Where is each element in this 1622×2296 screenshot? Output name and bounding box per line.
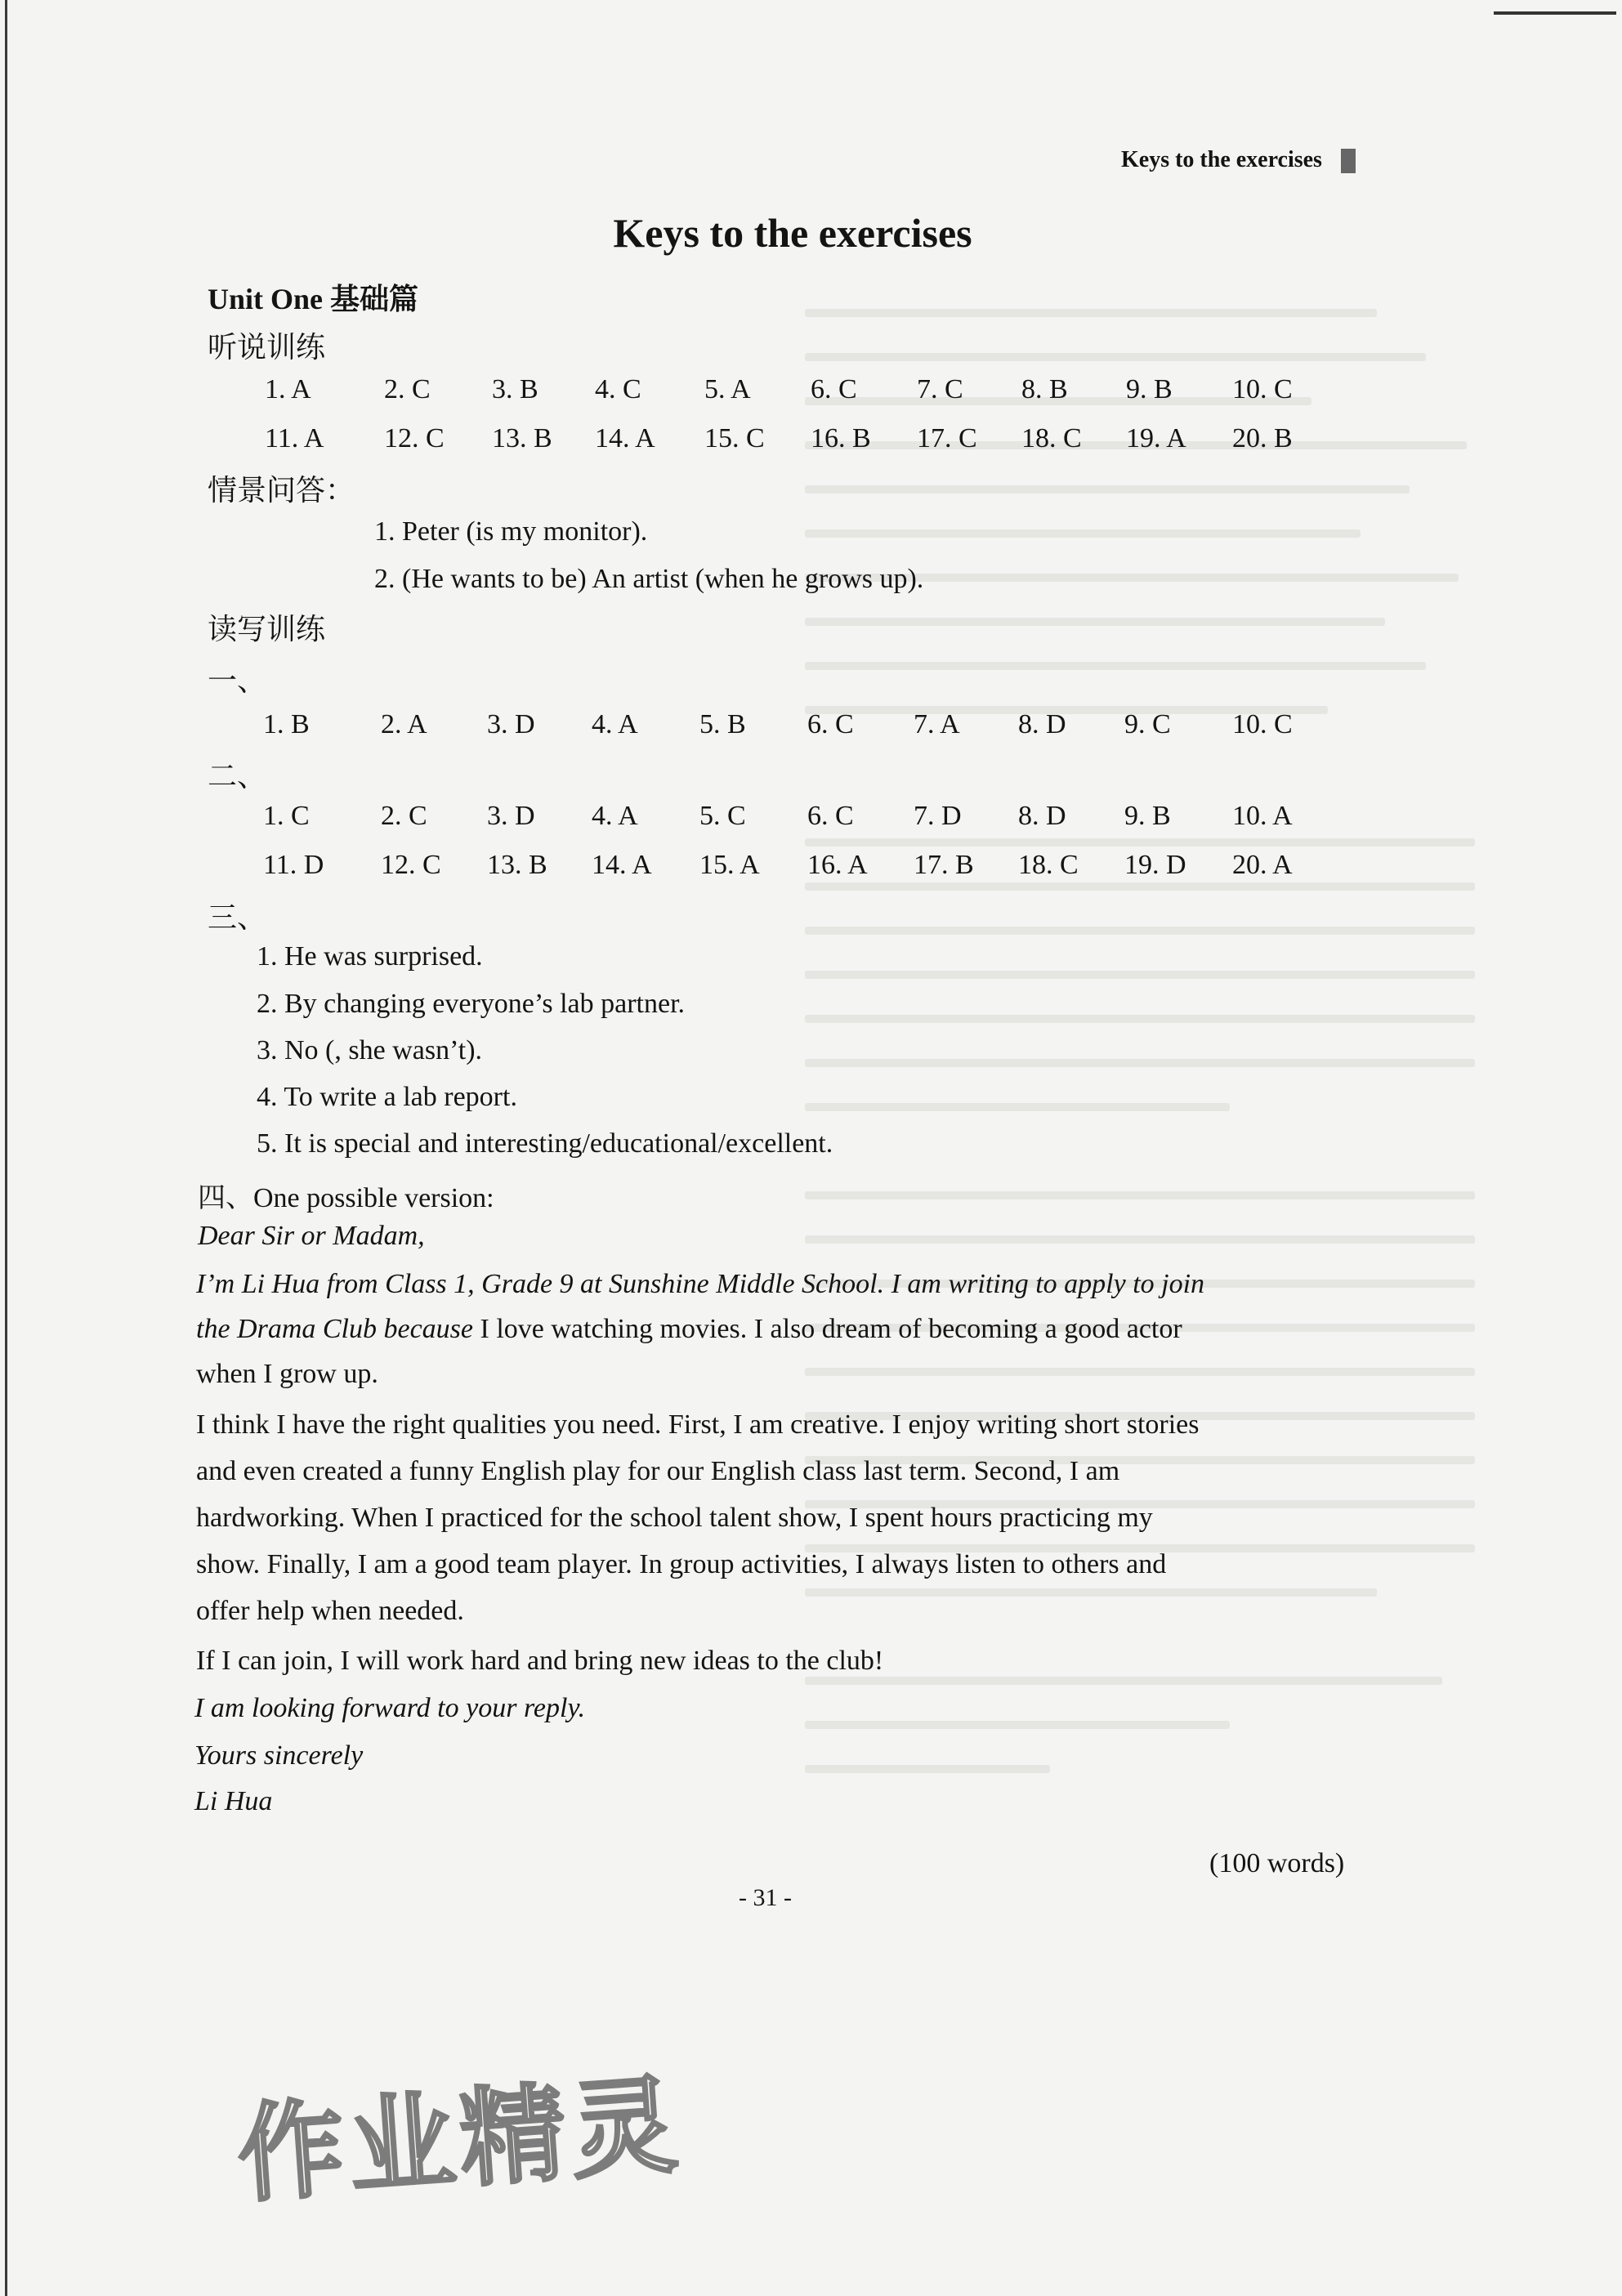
- part-4-label: 四、One possible version:: [198, 1183, 494, 1213]
- answer-item: 13. B: [492, 423, 552, 453]
- answer-item: 14. A: [592, 850, 652, 880]
- listening-heading: 听说训练: [208, 331, 326, 364]
- answer-item: 3. D: [487, 709, 535, 739]
- part-3-answer: 4. To write a lab report.: [257, 1082, 517, 1112]
- answer-item: 2. C: [381, 801, 427, 831]
- answer-item: 19. A: [1126, 423, 1186, 453]
- letter-paragraph-1-line-3: when I grow up.: [196, 1359, 378, 1389]
- letter-sign-off: Yours sincerely: [194, 1740, 364, 1771]
- answer-item: 6. C: [807, 709, 854, 739]
- answer-item: 18. C: [1021, 423, 1082, 453]
- answer-item: 3. B: [492, 374, 538, 404]
- answer-item: 4. A: [592, 709, 638, 739]
- answer-item: 5. C: [699, 801, 746, 831]
- letter-paragraph-1-line-2: [196, 1314, 1182, 1345]
- answer-item: 7. C: [917, 374, 963, 404]
- answer-item: 10. C: [1232, 374, 1293, 404]
- answer-item: 2. A: [381, 709, 427, 739]
- letter-paragraph-2-line: offer help when needed.: [196, 1596, 464, 1626]
- part-3-answer: 2. By changing everyone’s lab partner.: [257, 989, 686, 1019]
- letter-paragraph-3: If I can join, I will work hard and bring new ideas to the club!: [196, 1646, 884, 1676]
- answer-item: 17. B: [914, 850, 974, 880]
- letter-paragraph-2-line: and even created a funny English play for our English class last term. Second, I am: [196, 1456, 1120, 1486]
- answer-item: 14. A: [595, 423, 655, 453]
- situational-answer: 1. Peter (is my monitor).: [374, 516, 648, 547]
- answer-item: 1. B: [263, 709, 310, 739]
- letter-closing: I am looking forward to your reply.: [194, 1693, 586, 1723]
- letter-paragraph-1-line-1: I’m Li Hua from Class 1, Grade 9 at Sunshine Middle School. I am writing to apply to join: [196, 1269, 1205, 1299]
- answer-item: 19. D: [1124, 850, 1186, 880]
- answer-item: 11. D: [263, 850, 324, 880]
- answer-item: 16. A: [807, 850, 868, 880]
- answer-item: 7. A: [914, 709, 960, 739]
- letter-salutation: Dear Sir or Madam,: [198, 1221, 425, 1251]
- letter-paragraph-2-line: hardworking. When I practiced for the school talent show, I spent hours practicing my: [196, 1503, 1153, 1533]
- header-marker: [1341, 149, 1356, 173]
- part-3-label: 三、: [208, 901, 267, 934]
- part-1-label: 一、: [208, 664, 267, 697]
- answer-item: 6. C: [807, 801, 854, 831]
- answer-item: 11. A: [265, 423, 324, 453]
- part-3-answer: 3. No (, she wasn’t).: [257, 1035, 483, 1065]
- answer-item: 12. C: [381, 850, 441, 880]
- answer-item: 9. B: [1126, 374, 1173, 404]
- watermark-logo: 作业精灵: [234, 2062, 686, 2218]
- letter-paragraph-2-line: I think I have the right qualities you need. First, I am creative. I enjoy writing short stories: [196, 1409, 1200, 1440]
- letter-signature: Li Hua: [194, 1786, 273, 1816]
- page-number: - 31 -: [739, 1884, 792, 1911]
- answer-item: 4. A: [592, 801, 638, 831]
- top-rule: [1494, 11, 1616, 15]
- answer-item: 15. A: [699, 850, 760, 880]
- listening-row-2: [0, 423, 1622, 464]
- letter-paragraph-2-line: show. Finally, I am a good team player. In group activities, I always listen to others and: [196, 1549, 1167, 1579]
- answer-item: 12. C: [384, 423, 445, 453]
- answer-item: 9. C: [1124, 709, 1171, 739]
- word-count: (100 words): [1209, 1848, 1345, 1878]
- answer-item: 6. C: [811, 374, 857, 404]
- answer-item: 17. C: [917, 423, 977, 453]
- answer-item: 16. B: [811, 423, 871, 453]
- unit-heading: Unit One 基础篇: [208, 283, 419, 315]
- answer-item: 2. C: [384, 374, 431, 404]
- answer-item: 13. B: [487, 850, 547, 880]
- situational-answer: 2. (He wants to be) An artist (when he grows up).: [374, 564, 924, 594]
- answer-item: 15. C: [704, 423, 765, 453]
- reading-heading: 读写训练: [208, 613, 326, 645]
- answer-item: 20. A: [1232, 850, 1293, 880]
- part-3-answer: 1. He was surprised.: [257, 941, 483, 972]
- answer-item: 1. A: [265, 374, 311, 404]
- answer-item: 5. B: [699, 709, 746, 739]
- answer-item: 20. B: [1232, 423, 1293, 453]
- answer-item: 9. B: [1124, 801, 1171, 831]
- situational-heading: 情景问答：: [208, 474, 355, 507]
- part-1-row: [0, 709, 1622, 750]
- part-2-row-2: [0, 850, 1622, 891]
- page-edge: [5, 0, 7, 2296]
- answer-item: 18. C: [1018, 850, 1079, 880]
- answer-item: 7. D: [914, 801, 962, 831]
- letter-phrase: the Drama Club because: [196, 1314, 474, 1344]
- answer-item: 1. C: [263, 801, 310, 831]
- page-title: Keys to the exercises: [613, 210, 972, 256]
- answer-item: 5. A: [704, 374, 751, 404]
- answer-item: 4. C: [595, 374, 641, 404]
- answer-item: 8. D: [1018, 801, 1066, 831]
- running-header: Keys to the exercises: [1121, 147, 1322, 172]
- part-3-answer: 5. It is special and interesting/educational/excellent.: [257, 1128, 833, 1159]
- part-2-label: 二、: [208, 760, 267, 793]
- letter-phrase: I love watching movies. I also dream of becoming a good actor: [473, 1314, 1182, 1344]
- answer-item: 10. A: [1232, 801, 1293, 831]
- answer-item: 8. B: [1021, 374, 1068, 404]
- listening-row-1: [0, 374, 1622, 415]
- answer-item: 10. C: [1232, 709, 1293, 739]
- answer-item: 8. D: [1018, 709, 1066, 739]
- answer-item: 3. D: [487, 801, 535, 831]
- part-2-row-1: [0, 801, 1622, 842]
